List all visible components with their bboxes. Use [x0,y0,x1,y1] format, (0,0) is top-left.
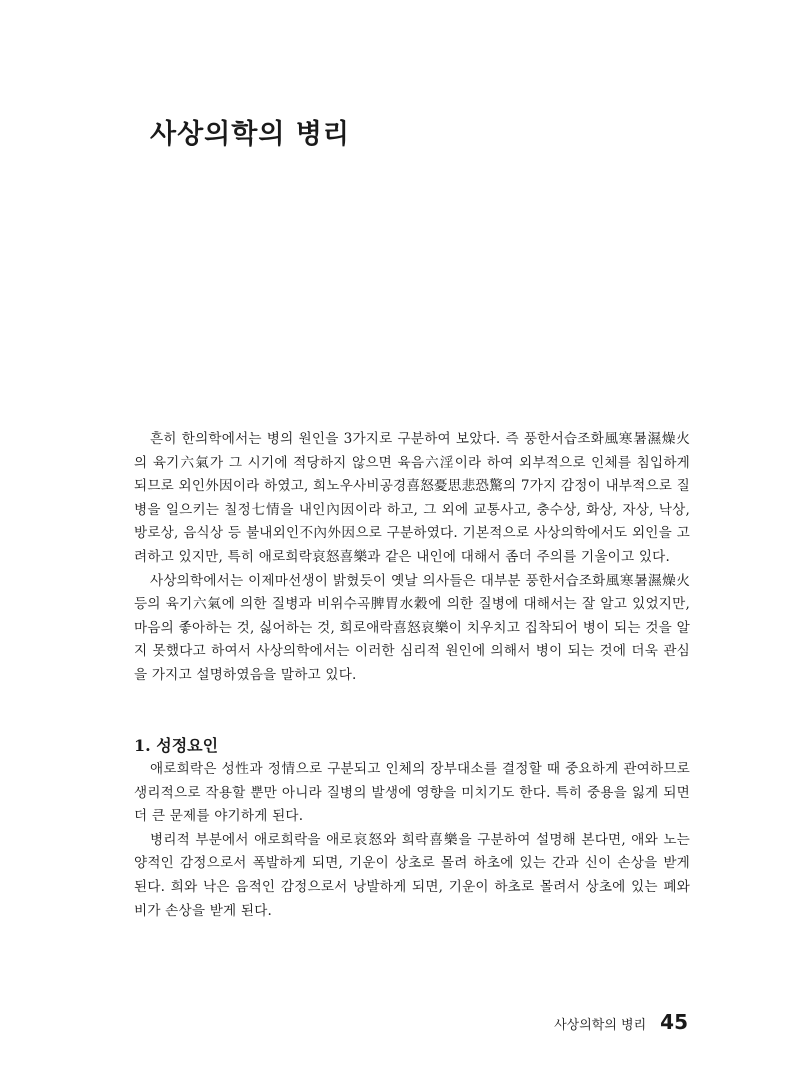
page-title: 사상의학의 병리 [150,119,350,150]
running-title: 사상의학의 병리 [554,1018,647,1033]
intro-paragraph-1: 흔히 한의학에서는 병의 원인을 3가지로 구분하여 보았다. 즉 풍한서습조화風寒暑濕燥火의 육기六氣가 그 시기에 적당하지 않으면 육음六淫이라 하여 외부적으로 인체를 침입하게 되므로 외인外因이라 하였고, 희노우사비공경喜怒憂思悲恐驚의 7가지 감정이 내부적으로 질병을 일으키는 칠정七情을 내인內因이라 하고, 그 외에 교통사고, 충수상, 화상, 자상, 낙상, 방로상, 음식상 등 불내외인不內外因으로 구분하였다. 기본적으로 사상의학에서도 외인을 고려하고 있지만, 특히 애로희락哀怒喜樂과 같은 내인에 대해서 좀더 주의를 기울이고 있다. [134,431,690,565]
intro-text-block [134,428,690,688]
section-paragraph-1: 애로희락은 성性과 정情으로 구분되고 인체의 장부대소를 결정할 때 중요하게 관여하므로 생리적으로 작용할 뿐만 아니라 질병의 발생에 영향을 미치기도 한다. 특히 중용을 잃게 되면 더 큰 문제를 야기하게 된다. [134,761,690,825]
page-footer [554,1010,688,1034]
section-text-block [134,758,690,923]
section-paragraph-2: 병리적 부분에서 애로희락을 애로哀怒와 희락喜樂을 구분하여 설명해 본다면, 애와 노는 양적인 감정으로서 폭발하게 되면, 기운이 상초로 몰려 하초에 있는 간과 신이 손상을 받게 된다. 희와 낙은 음적인 감정으로서 낭발하게 되면, 기운이 하초로 몰려서 상초에 있는 폐와 비가 손상을 받게 된다. [134,831,690,919]
section-heading: 1. 성정요인 [134,736,219,755]
page-number: 45 [660,1010,688,1034]
intro-paragraph-2: 사상의학에서는 이제마선생이 밝혔듯이 옛날 의사들은 대부분 풍한서습조화風寒暑濕燥火 등의 육기六氣에 의한 질병과 비위수곡脾胃水穀에 의한 질병에 대해서는 잘 알고 있었지만, 마음의 좋아하는 것, 싫어하는 것, 희로애락喜怒哀樂이 치우치고 집착되어 병이 되는 것을 알지 못했다고 하여서 사상의학에서는 이러한 심리적 원인에 의해서 병이 되는 것에 더욱 관심을 가지고 설명하였음을 말하고 있다. [134,572,690,683]
